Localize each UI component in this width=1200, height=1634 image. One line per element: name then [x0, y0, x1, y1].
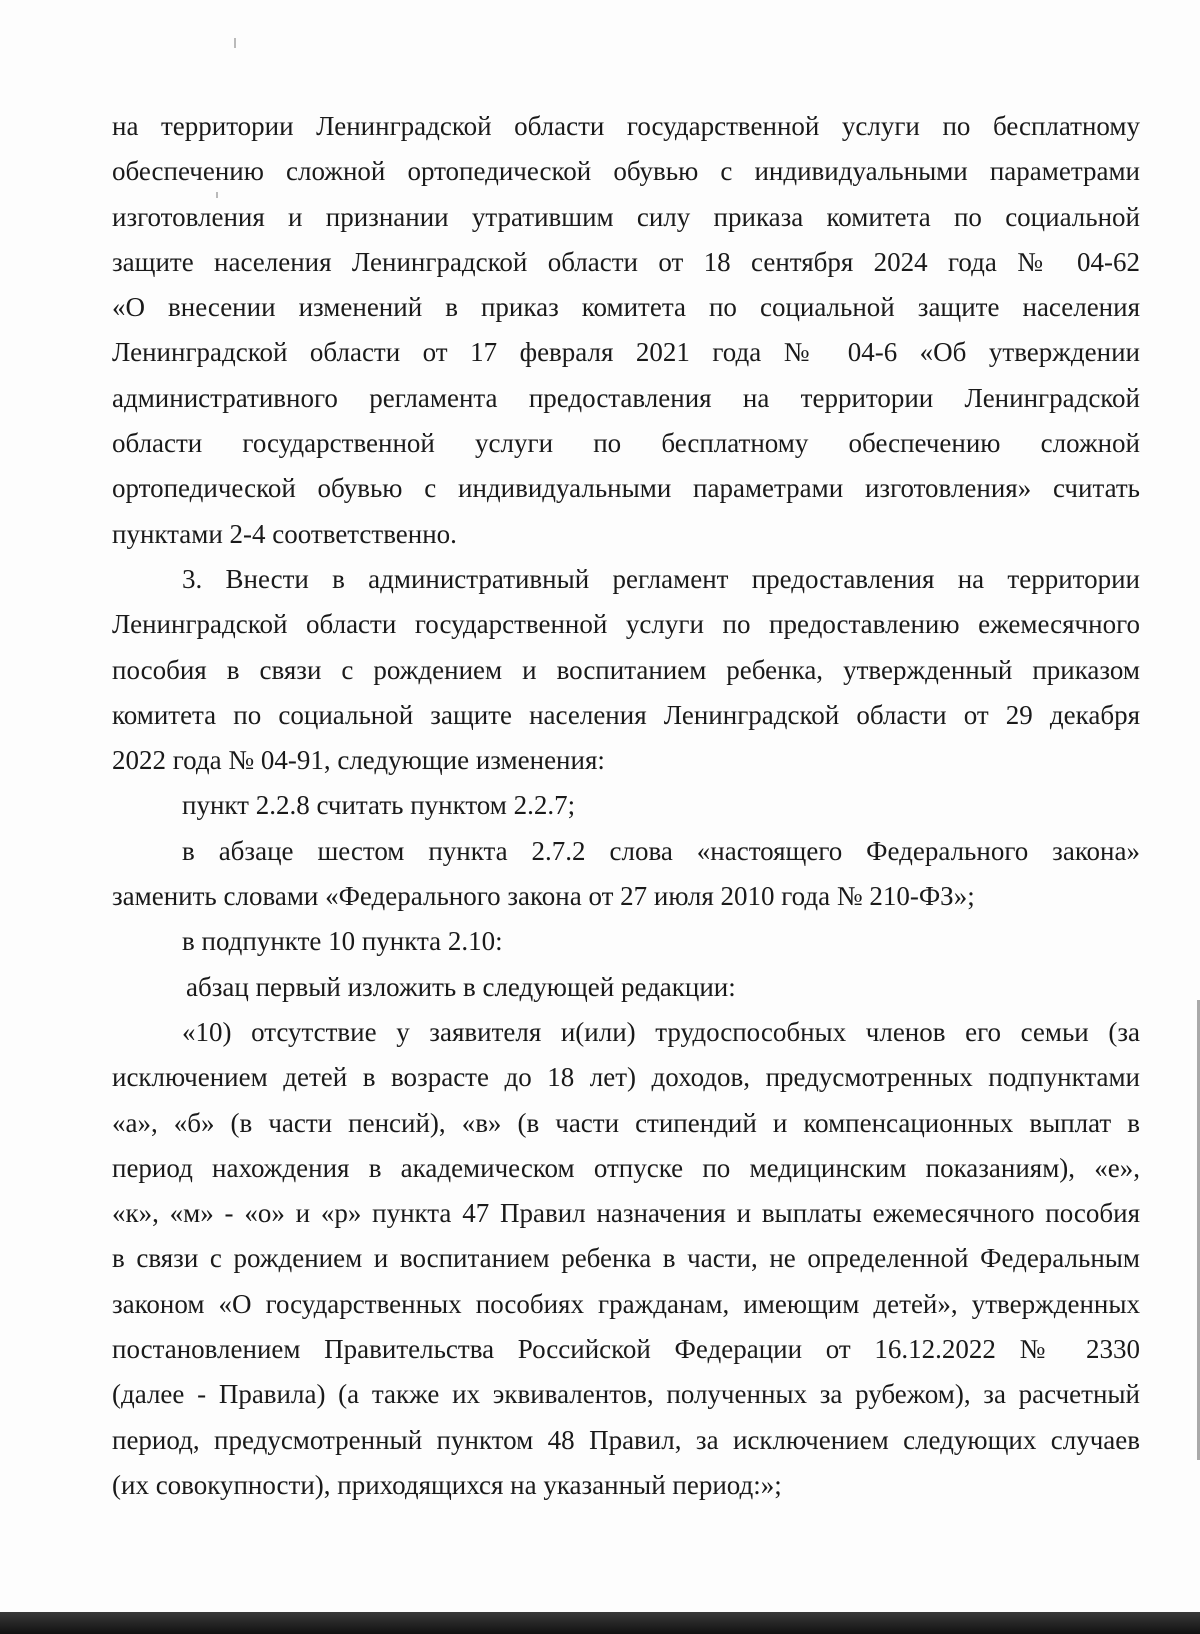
text-line: 2022 года № 04-91, следующие изменения:	[112, 745, 605, 776]
scan-bottom-edge	[0, 1612, 1200, 1634]
document-body	[112, 104, 1140, 1508]
text-line: ортопедической обувью с индивидуальными параметрами изготовления» считать	[112, 473, 1140, 504]
text-line: области государственной услуги по бесплатному обеспечению сложной	[112, 428, 1140, 459]
text-line: Ленинградской области государственной услуги по предоставлению ежемесячного	[112, 609, 1140, 640]
text-line: законом «О государственных пособиях гражданам, имеющим детей», утвержденных	[112, 1288, 1140, 1319]
text-line: период нахождения в академическом отпуске по медицинским показаниям), «е»,	[112, 1152, 1140, 1183]
text-line: комитета по социальной защите населения Ленинградской области от 29 декабря	[112, 699, 1140, 730]
scan-speck	[234, 38, 236, 48]
text-line: «к», «м» - «о» и «р» пункта 47 Правил назначения и выплаты ежемесячного пособия	[112, 1198, 1140, 1229]
text-line: Ленинградской области от 17 февраля 2021 года № 04-6 «Об утверждении	[112, 337, 1140, 368]
text-line: постановлением Правительства Российской Федерации от 16.12.2022 № 2330	[112, 1334, 1140, 1365]
text-line: абзац первый изложить в следующей редакции:	[186, 971, 736, 1002]
text-line: исключением детей в возрасте до 18 лет) доходов, предусмотренных подпунктами	[112, 1062, 1140, 1093]
text-line: пособия в связи с рождением и воспитанием ребенка, утвержденный приказом	[112, 654, 1140, 685]
text-line: пунктами 2-4 соответственно.	[112, 518, 457, 549]
text-line: (их совокупности), приходящихся на указанный период:»;	[112, 1469, 782, 1500]
text-line: в абзаце шестом пункта 2.7.2 слова «настоящего Федерального закона»	[182, 835, 1140, 866]
text-line: обеспечению сложной ортопедической обувью с индивидуальными параметрами	[112, 156, 1140, 187]
paragraph-3-first-line: 3. Внести в административный регламент предоставления на территории	[182, 563, 1140, 594]
text-line: на территории Ленинградской области государственной услуги по бесплатному	[112, 111, 1140, 141]
text-line: в связи с рождением и воспитанием ребенка в части, не определенной Федеральным	[112, 1243, 1140, 1274]
text-line: «10) отсутствие у заявителя и(или) трудоспособных членов его семьи (за	[182, 1016, 1140, 1047]
text-line: защите населения Ленинградской области от 18 сентября 2024 года № 04-62	[112, 246, 1140, 277]
text-line: (далее - Правила) (а также их эквивалентов, полученных за рубежом), за расчетный	[112, 1379, 1140, 1410]
text-line: «О внесении изменений в приказ комитета по социальной защите населения	[112, 292, 1140, 323]
text-line: пункт 2.2.8 считать пунктом 2.2.7;	[182, 790, 576, 821]
text-line: изготовления и признании утратившим силу приказа комитета по социальной	[112, 201, 1140, 232]
scan-speck	[216, 192, 218, 198]
text-line: в подпункте 10 пункта 2.10:	[182, 926, 503, 957]
text-line: «а», «б» (в части пенсий), «в» (в части стипендий и компенсационных выплат в	[112, 1107, 1140, 1138]
text-line: период, предусмотренный пунктом 48 Правил, за исключением следующих случаев	[112, 1424, 1140, 1455]
text-line: административного регламента предоставления на территории Ленинградской	[112, 382, 1140, 413]
text-line: заменить словами «Федерального закона от 27 июля 2010 года № 210-ФЗ»;	[112, 881, 975, 912]
